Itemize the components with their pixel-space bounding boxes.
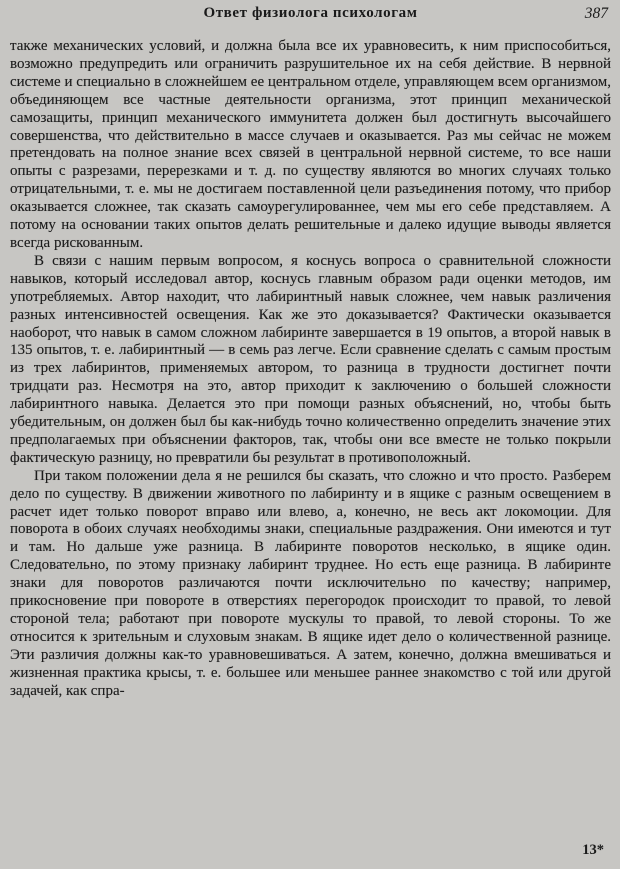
running-head-title: Ответ физиолога психологам	[203, 5, 418, 21]
paragraph: В связи с нашим первым вопросом, я коснусь вопроса о сравнительной сложности навыков, который исследовал автор, коснусь главным образом ради оценки методов, им употребляемых. Автор находит, что лабиринтный навык сложнее, чем навык различения разных интенсивностей освещения. Как же это доказывается? Фактически оказывается наоборот, что навык в самом сложном лабиринте завершается в 19 опытов, а второй навык в 135 опытов, т. е. лабиринтный — в семь раз легче. Если сравнение сделать с самым простым из трех лабиринтов, применяемых автором, то разница в трудности достигнет почти тридцати раз. Несмотря на это, автор приходит к заключению о большей сложности лабиринтного навыка. Делается это при помощи разных объяснений, но, чтобы быть убедительным, он должен был бы как-нибудь точно количественно определить значение этих предполагаемых при объяснении факторов, так, чтобы они все вместе не только покрыли фактическую разницу, но превратили бы результат в противоположный.	[10, 252, 611, 466]
paragraph-continuation: также механических условий, и должна была все их уравновесить, к ним приспособиться, возможно предупредить или ограничить разрушительное их на себя действие. В нервной системе и специально в сложнейшем ее центральном отделе, управляющем всем организмом, объединяющем все частные деятельности организма, этот принцип механической самозащиты, принцип механического иммунитета должен был достигнуть высочайшего совершенства, что действительно в массе случаев и оказывается. Раз мы сейчас не можем претендовать на полное знание всех связей в центральной нервной системе, то все наши опыты с разрезами, перерезками и т. д. по существу являются во многих случаях только отрицательными, т. е. мы не достигаем поставленной цели разъединения потому, что прибор оказывается сложнее, так сказать самоурегулированнее, чем мы его себе представляем. А потому на основании таких опытов делать решительные и далеко идущие выводы является всегда рискованным.	[10, 38, 611, 251]
page-number: 387	[584, 5, 608, 22]
paragraph: При таком положении дела я не решился бы сказать, что сложно и что просто. Разберем дело по существу. В движении животного по лабиринту и в ящике с разным освещением в расчет идет только поворот вправо или влево, а, конечно, не весь акт локомоции. Для поворота в обоих случаях необходимы знаки, специальные раздражения. Они имеются и тут и там. Но дальше уже разница. В лабиринте поворотов несколько, в ящике один. Следовательно, по этому признаку лабиринт труднее. Но есть еще разница. В лабиринте знаки для поворотов различаются почти исключительно по качеству; например, прикосновение при повороте в отверстиях перегородок происходит то правой, то левой стороной тела; работают при повороте мускулы то правой, то левой стороны. То же относится к зрительным и слуховым знакам. В ящике идет дело о количественной разнице. Эти различия должны как-то уравновешиваться. А затем, конечно, должна вмешиваться и жизненная практика крысы, т. е. большее или меньшее раннее знакомство с той или другой задачей, как спра-	[10, 467, 611, 699]
running-head	[10, 5, 611, 27]
signature-mark: 13*	[582, 842, 604, 858]
page-footer	[582, 842, 604, 859]
text-block	[10, 38, 611, 701]
